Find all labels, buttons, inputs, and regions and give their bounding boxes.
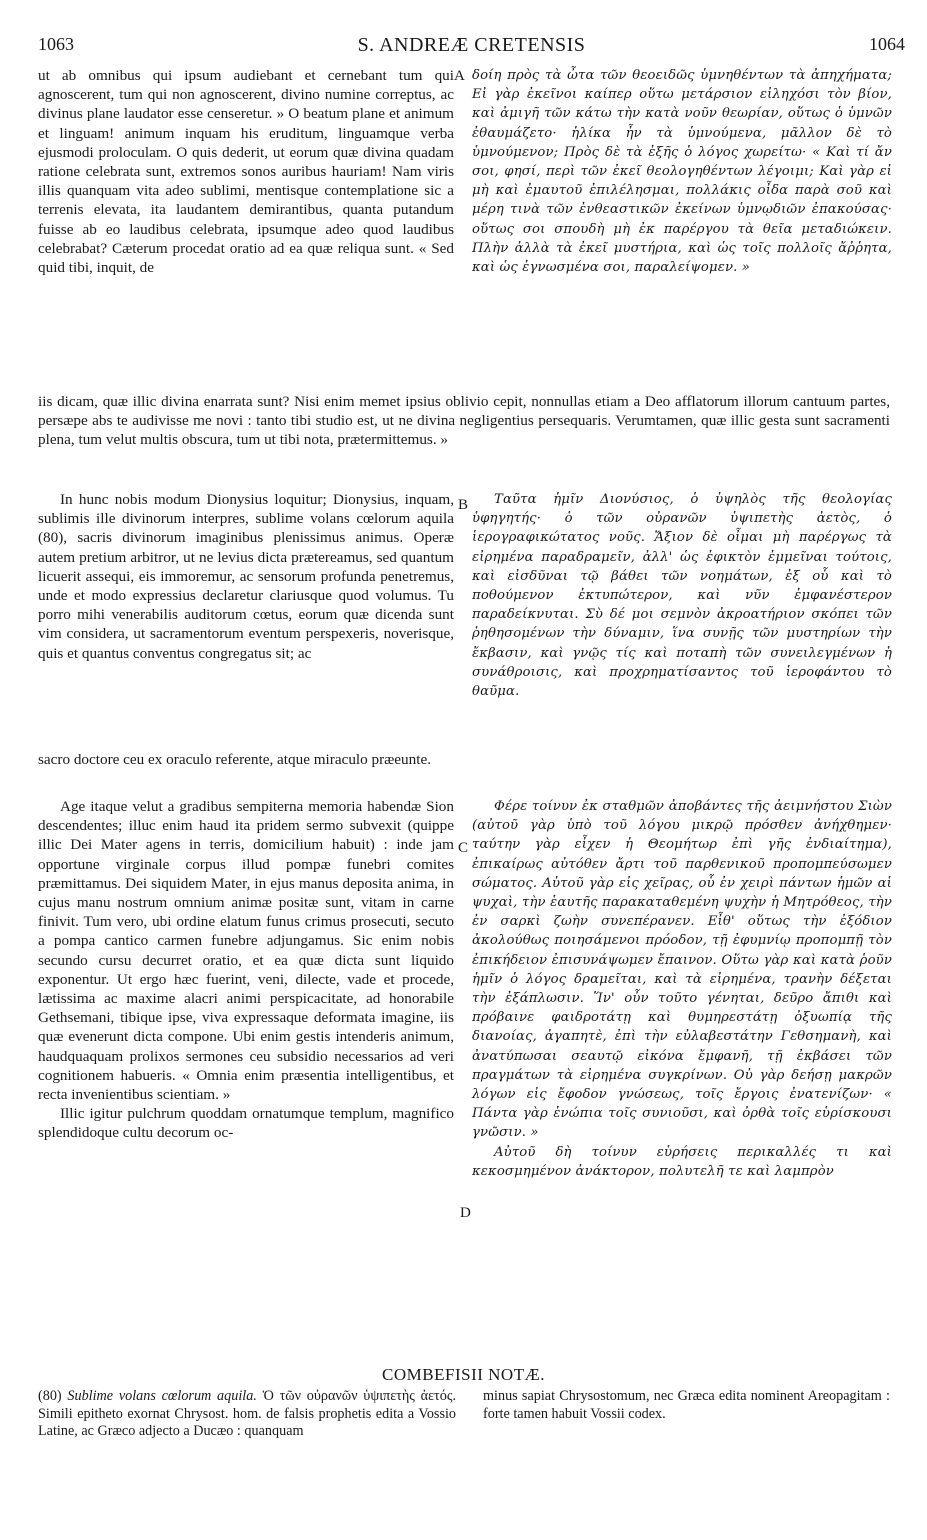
note-text: [38, 1388, 456, 1441]
section-marker-d: D: [460, 1205, 471, 1221]
latin-column-section-2: [38, 490, 454, 663]
latin-paragraph: In hunc nobis modum Dionysius loquitur; Dionysius, inquam, sublimis ille divinorum interpres, sublime volans cœlorum aquila (80), sacris divinorum imaginibus plenissimus animus. Operæ autem pretium arbitror, ut ne levius dicta prætereamus, sed quantum licuerit assequi, eis immoremur, ac sensorum profunda penetremus, unde et modo expressius declaretur clariusque quod volumus. Tu porro mihi venerabilis auditorum cœtus, eorum quæ dicenda sunt vim considera, ut sacramentorum eventum perspexeris, noverisque, quis et quantus conventus congregatus sit; ac: [38, 491, 454, 662]
greek-column-section-3: [472, 797, 892, 1181]
latin-paragraph: ut ab omnibus qui ipsum audiebant et cernebant tum qui agnoscerent, tum qui non agnoscerent, divino numine correptus, ac divinus plane laudator esse censeretur. » O beatum plane et animum et linguam! animum inquam his eruditum, linguamque verba ejusmodi proloculam. O quis dederit, ut eorum quæ divina quadam ratione celebrata sunt, extremos sonos auribus hauriam! Nam viris illis quanquam vita adeo sublimi, mentisque contemplatione sic a terrenis elevata, ita laudantem demirantibus, quanta putandum fuisse ab eo laudibus celebrata, ipsumque adeo quod laudibus celebrabat? Cæterum procedat oratio ad ea quæ reliqua sunt. « Sed quid tibi, inquit, de: [38, 67, 454, 277]
greek-paragraph: Ταῦτα ἡμῖν Διονύσιος, ὁ ὑψηλὸς τῆς θεολογίας ὑφηγητής· ὁ τῶν οὐρανῶν ὑψιπετὴς ἀετὸς, ὁ ἱερογραφικώτατος νοῦς. Ἄξιον δὲ οἶμαι μὴ παρέργως τὰ εἰρημένα παραδραμεῖν, ἀλλ' ὡς ἐφικτὸν ἐμμεῖναι τούτοις, καὶ εἰσδῦναι τῷ βάθει τῶν νοημάτων, ἐξ οὗ καὶ τὸ ποθούμενον ἐκτυπώτερον, καὶ νῦν ἐμφανέστερον παραδείκνυται. Σὺ δέ μοι σεμνὸν ἀκροατήριον σκόπει τῶν ῥηθησομένων τὴν δύναμιν, ἵνα συνῇς τῶν μυστηρίων τὴν ἔκβασιν, καὶ γνῷς τίς καὶ ποταπὴ τῶν συνειλεγμένων ἡ συνάθροισις, καὶ προχρηματίσαντος τοῦ ἱεροφάντου τὸ θαῦμα.: [472, 492, 892, 700]
greek-column-section-2: [472, 490, 892, 701]
column-number-left: 1063: [38, 34, 74, 54]
greek-paragraph: Φέρε τοίνυν ἐκ σταθμῶν ἀποβάντες τῆς ἀειμνήστου Σιὼν (αὐτοῦ γὰρ ὑπὸ τοῦ λόγου μικρῷ πρόσθεν ἀνήχθημεν· ταύτην γὰρ εἶχεν ἡ Θεομήτωρ ἐπὶ γῆς ἐνδιαίτημα), ἐπικαίρως αὐτόθεν ἄρτι τοῦ παρθενικοῦ προπομπεύσωμεν σώματος. Αὐτοῦ γὰρ εἰς χεῖρας, οὗ ἐν χειρὶ πάντων ἡμῶν αἱ ψυχαὶ, τὴν ἑαυτῆς παρακαταθεμένη ψυχὴν ἡ Μητρόθεος, τὴν ἐν σαρκὶ ζωὴν συνεπέρανεν. Εἶθ' οὕτως τὴν ἐξόδιον ἀκολούθως ποιησάμενοι πρόοδον, τῇ ἐφυμνίῳ προπομπῇ τὸν ἐπικήδειον ἐπισυνάψωμεν ἔπαινον. Οὕτω γὰρ καὶ κατὰ ῥοῦν ἡμῖν ὁ λόγος δραμεῖται, καὶ τὰ εἰρημένα, τρανὴν δέξεται τὴν ἐξάπλωσιν. Ἵν' οὖν τοῦτο γένηται, δεῦρο ἄπιθι καὶ πρόβαινε φαιδροτάτῃ καὶ θυμηρεστάτῃ ὀξυωπίᾳ τῆς διανοίας, ἀγαπητὲ, ἐπὶ τὴν εὐλαβεστάτην Γεθσημανὴ, καὶ ἀνατύπωσαι σεαυτῷ εἰκόνα ἔμφανῆ, τῇ ἐκβάσει τῶν πραγμάτων τὰ εἰρημένα συγκρίνων. Οὐ γὰρ δεήσῃ μακρῶν λόγων εἰς ἔφοδον γνώσεως, τοῖς ἔργοις ἐνατενίζων· « Πάντα γὰρ ἐνώπια τοῖς συνιοῦσι, καὶ ὀρθὰ τοῖς εὑρίσκουσι γνῶσιν. »: [472, 799, 892, 1141]
running-header: [38, 34, 905, 58]
greek-paragraph: δοίη πρὸς τὰ ὦτα τῶν θεοειδῶς ὑμνηθέντων τὰ ἀπηχήματα; Εἰ γὰρ ἐκεῖνοι καίπερ οὕτω μετάρσιον εἰληχόσι τὸν βίον, καὶ ἀμιγῆ τῶν κάτω τὴν κατὰ νοῦν θεωρίαν, οὕτως ὁ ὑμνῶν ἐθαυμάζετο· ἡλίκα ἦν τὰ ὑμνούμενα, μᾶλλον δὲ τὸ ὑμνούμενον; Πρὸς δὲ τὰ ἑξῆς ὁ λόγος χωρείτω· « Καὶ τί ἄν σοι, φησί, περὶ τῶν ἐκεῖ θεολογηθέντων λέγοιμι; Καὶ γὰρ εἰ μὴ καὶ ἐμαυτοῦ ἐπιλέλησμαι, πολλάκις οἶδα παρὰ σοῦ καὶ μέρη τινὰ τῶν ἐνθεαστικῶν ἐκείνων ὑμνῳδιῶν ἐπακούσας· οὕτως σοι σπουδὴ μὴ ἐκ παρέργου τὰ θεῖα μεταδιώκειν. Πλὴν ἀλλὰ τὰ ἐκεῖ μυστήρια, καὶ ὡς τοῖς πολλοῖς ἄῤῥητα, καὶ ὡς ἐγνωσμένα σοι, παραλείψομεν. »: [472, 68, 892, 276]
note-text: minus sapiat Chrysostomum, nec Græca edita nominent Areopagitam : forte tamen habuit Vossii codex.: [483, 1388, 890, 1422]
latin-paragraph: Age itaque velut a gradibus sempiterna memoria habendæ Sion descendentes; illuc enim haud ita pridem sermo subvexit (quippe illic Dei Mater agens in terris, domicilium habuit) : inde jam opportune virginale corpus illud pompæ funebri comites præmittamus. Dei siquidem Mater, in ejus manus deposita anima, in cujus manu nostrum omnium animæ positæ sunt, vitam in carne finivit. Tum vero, ubi ordine elatum funus crimus prosecuti, secuto a pompa cantico carmen funebre adjungamus. Sic enim nobis secundo cursu decurret oratio, et ea quæ dicta sunt liquido exponentur. Ut ergo hæc fuerint, veni, dilecte, vade et procede, lætissima ac maxime alacri animi perspicacitate, ad honorabile Gethsemani, tibique ipse, viva expressaque deformata imagine, iis quæ evenerunt dicta compone. Ubi enim gestis intenderis animum, haudquaquam prolixos sermones ceu subsidio necessarios ad veri cognitionem habueris. « Omnia enim præsentia intelligentibus, et recta invenientibus scientiam. »: [38, 798, 454, 1104]
notes-title: COMBEFISII NOTÆ.: [382, 1365, 545, 1384]
column-number-right: 1064: [869, 34, 905, 54]
running-title: S. ANDREÆ CRETENSIS: [357, 34, 586, 56]
latin-column-section-3: [38, 797, 454, 1143]
latin-continuation: iis dicam, quæ illic divina enarrata sunt? Nisi enim memet ipsius oblivio cepit, nonnullas etiam a Deo afflatorum illorum cantuum partes, persæpe abs te audivisse me novi : tanto tibi studio est, ut ne divina negligentius persequaris. Verumtamen, quæ illic gesta sunt sacramenti plena, tum velut multis obscura, tum ut tibi nota, prætermittemus. »: [38, 393, 890, 449]
notes-right-column: [483, 1388, 890, 1423]
note-lemma: Sublime volans cœlorum aquila.: [67, 1388, 257, 1404]
greek-paragraph: Αὐτοῦ δὴ τοίνυν εὑρήσεις περικαλλές τι καὶ κεκοσμημένον ἀνάκτορον, πολυτελῆ τε καὶ λαμπρὸν: [472, 1144, 892, 1179]
section-marker-b: B: [458, 497, 469, 513]
note-number: (80): [38, 1388, 62, 1404]
greek-column-section-1: [472, 66, 892, 277]
notes-left-column: [38, 1388, 456, 1441]
full-width-continuation-2: [38, 750, 890, 769]
section-marker-c: C: [458, 840, 469, 856]
full-width-continuation-1: [38, 392, 890, 450]
note-body: Ὁ τῶν οὐρανῶν ὑψιπετὴς ἀετός. Simili epitheto exornat Chrysost. hom. de falsis prophetis edita a Vossio Latine, ac Græco adjecto a Ducæo : quanquam: [38, 1388, 456, 1439]
latin-paragraph: Illic igitur pulchrum quoddam ornatumque templum, magnifico splendidoque cultu decorum oc-: [38, 1105, 454, 1142]
latin-continuation: sacro doctore ceu ex oraculo referente, atque miraculo præeunte.: [38, 751, 431, 768]
section-marker-a: A: [454, 68, 465, 84]
latin-column-section-1: [38, 66, 454, 277]
